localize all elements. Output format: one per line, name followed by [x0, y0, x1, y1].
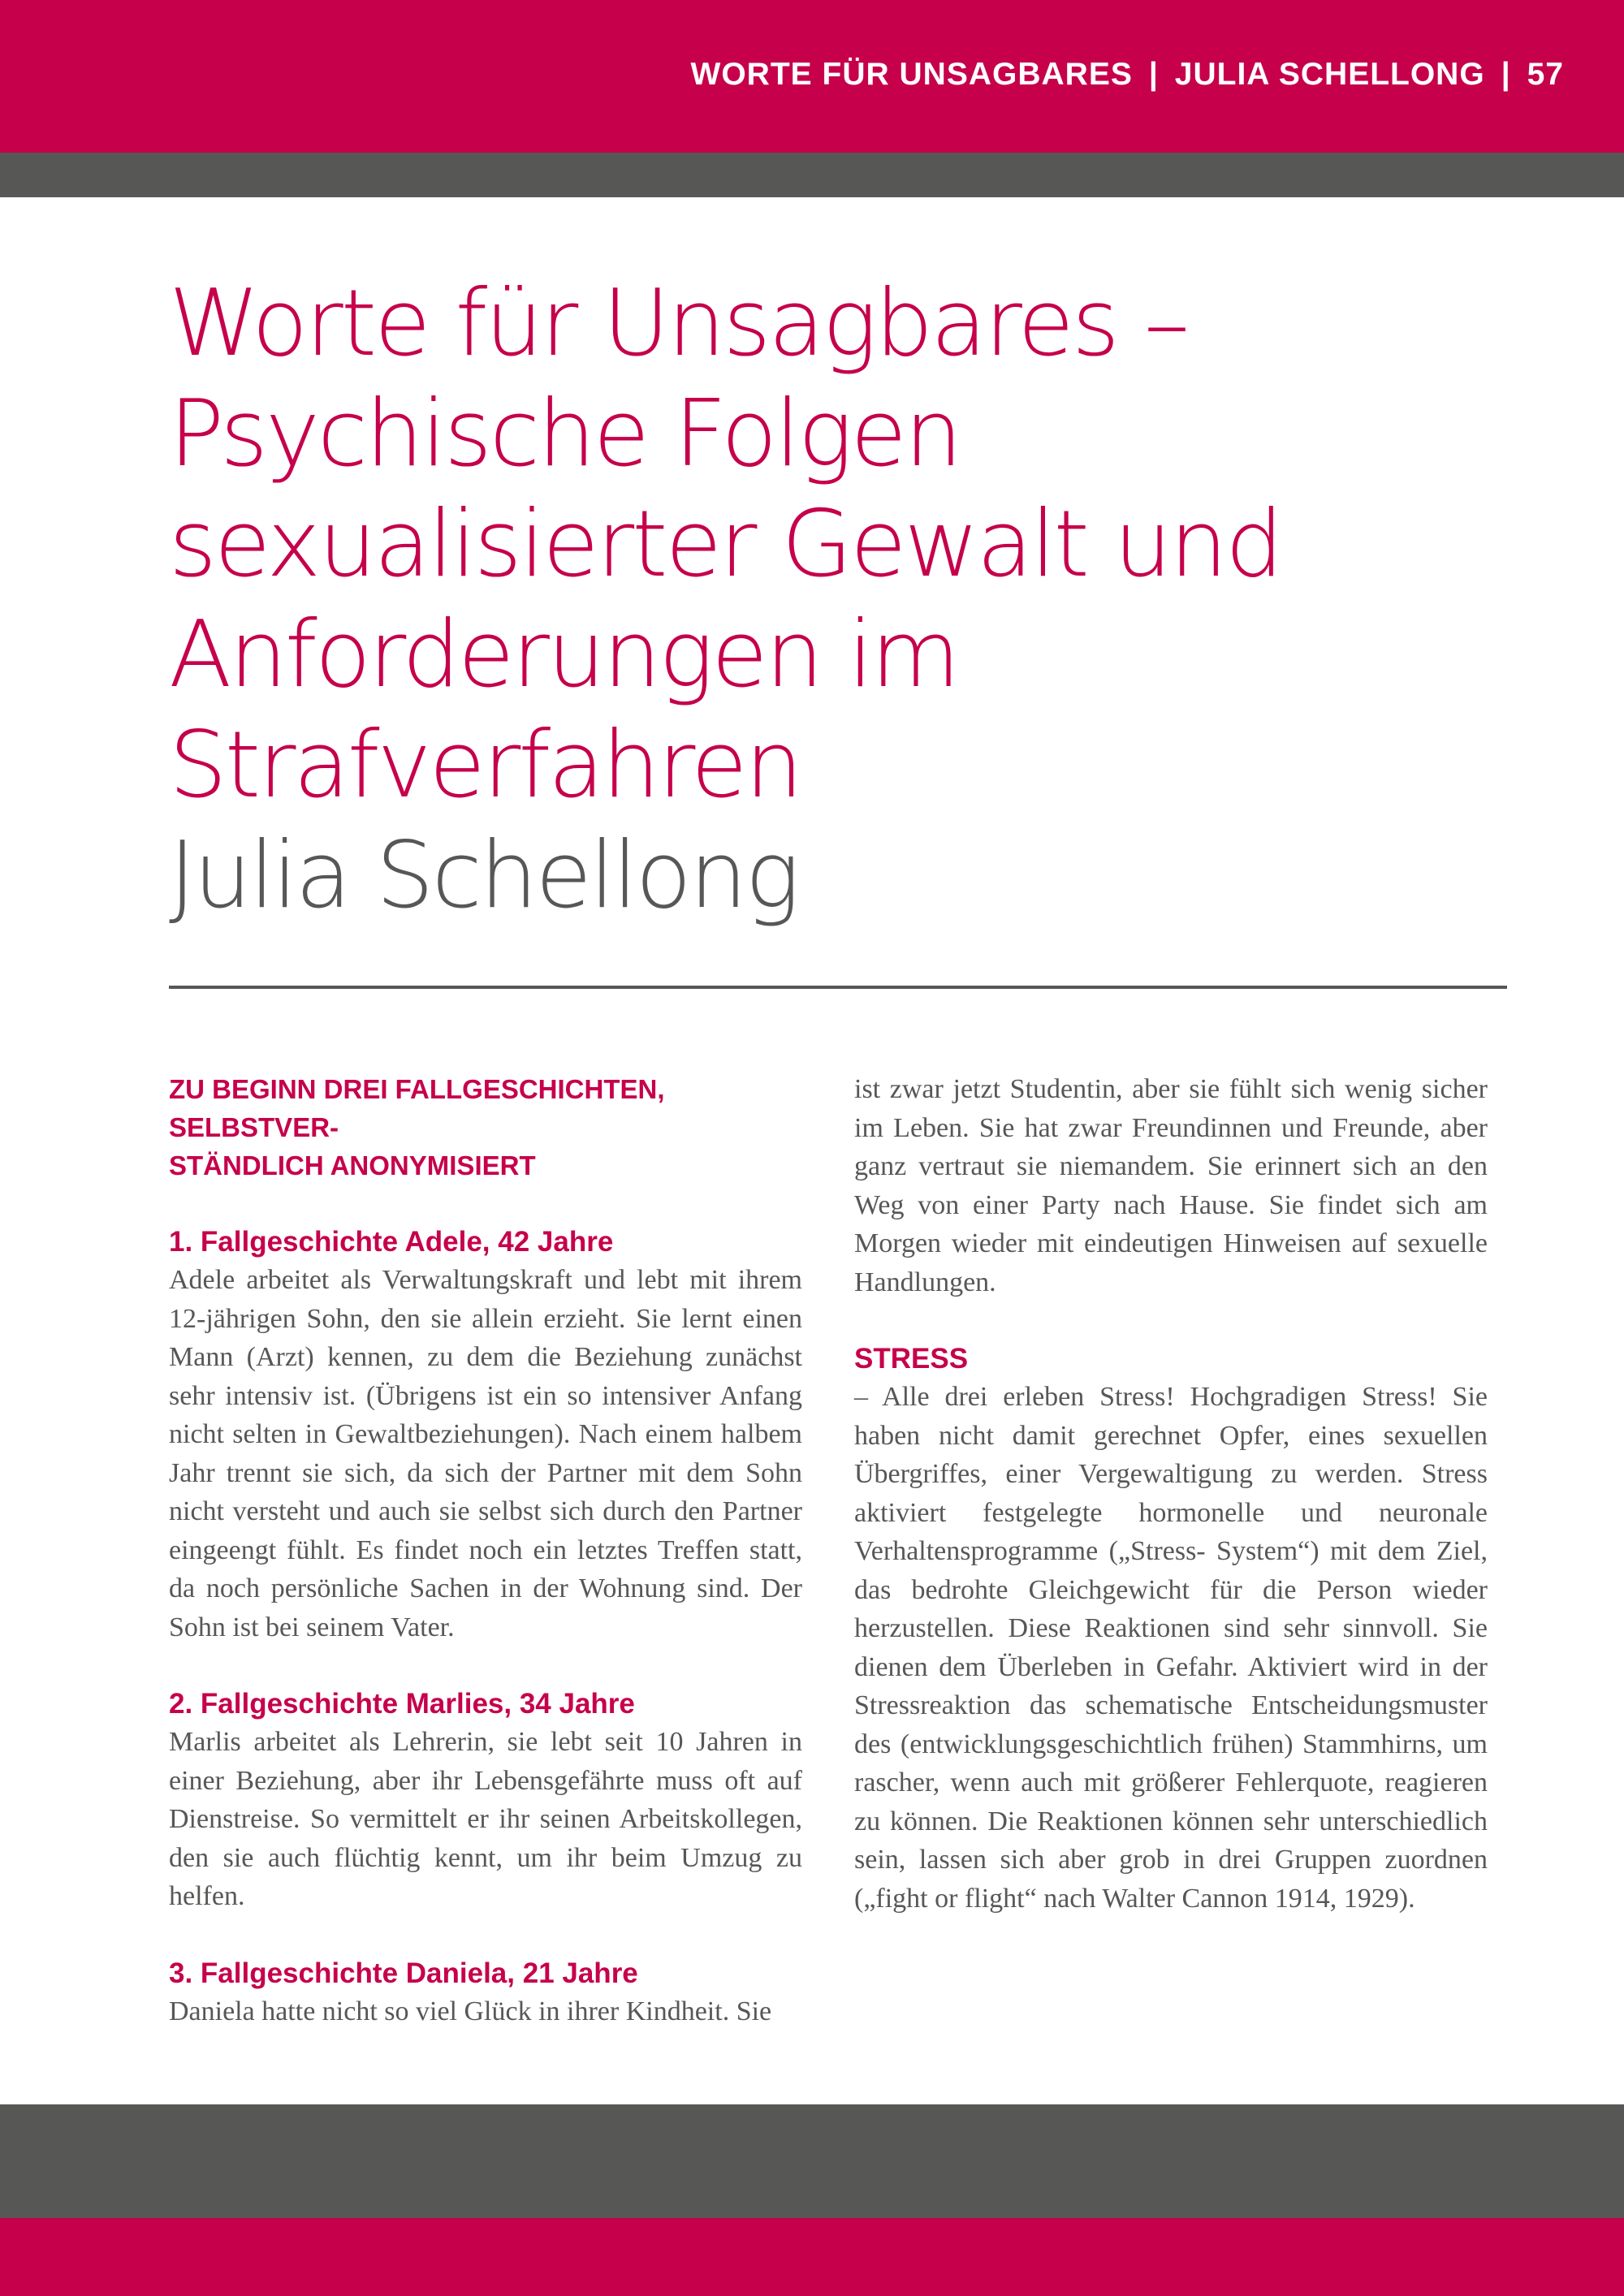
footer-grey-strip	[0, 2104, 1624, 2218]
case3-text-start: Daniela hatte nicht so viel Glück in ihrer Kindheit. Sie	[169, 1996, 772, 2026]
intro-heading-line-2: STÄNDLICH ANONYMISIERT	[169, 1150, 536, 1180]
left-column	[169, 1070, 802, 2031]
title-divider	[169, 986, 1507, 989]
case3-text-continued: ist zwar jetzt Studentin, aber sie fühlt sich wenig sicher im Leben. Sie hat zwar Freundinnen und Freunde, aber ganz vertraut sie niemandem. Sie erinnert sich an den Weg von einer Party nach Hause. Sie findet sich am Morgen wieder mit eindeutigen Hinweisen auf sexuelle Handlungen.	[854, 1074, 1488, 1297]
case1-heading: 1. Fallgeschichte Adele, 42 Jahre	[169, 1226, 614, 1258]
case3-heading: 3. Fallgeschichte Daniela, 21 Jahre	[169, 1957, 638, 1989]
running-title: WORTE FÜR UNSAGBARES	[690, 57, 1133, 92]
stress-heading: STRESS	[854, 1343, 969, 1375]
right-column	[854, 1070, 1488, 1918]
article-title-line-1: Worte für Unsagbares –	[169, 270, 1188, 377]
stress-text: – Alle drei erleben Stress! Hochgradigen Stress! Sie haben nicht damit gerechnet Opfer, eines sexuellen Übergriffes, einer Vergewaltigung zu werden. Stress aktiviert festgelegte hormonelle und neuronale Verhaltensprogramme („Stress- System“) mit dem Ziel, das bedrohte Gleichgewicht für die Person wieder herzustellen. Diese Reaktionen sind sehr sinnvoll. Sie dienen dem Überleben in Gefahr. Aktiviert wird in der Stressreaktion das schematische Entscheidungsmuster des (entwicklungsgeschichtlich frühen) Stammhirns, um rascher, wenn auch mit größerer Fehlerquote, reagieren zu können. Die Reaktionen können sehr unterschiedlich sein, lassen sich aber grob in drei Gruppen zuordnen („fight or flight“ nach Walter Cannon 1914, 1929).	[854, 1382, 1488, 1914]
header-grey-strip	[0, 153, 1624, 197]
article-title-line-2: Psychische Folgen	[169, 380, 961, 487]
article-title-block	[169, 268, 1509, 930]
article-title-line-4: Anforderungen im	[169, 601, 958, 708]
case2-heading: 2. Fallgeschichte Marlies, 34 Jahre	[169, 1688, 635, 1720]
running-head-separator-2: |	[1501, 57, 1511, 92]
case1-text: Adele arbeitet als Verwaltungskraft und lebt mit ihrem 12-jährigen Sohn, den sie allein erzieht. Sie lernt einen Mann (Arzt) kennen, zu dem die Beziehung zunächst sehr intensiv ist. (Übrigens ist ein so intensiver Anfang nicht selten in Gewaltbeziehungen). Nach einem halbem Jahr trennt sie sich, da sich der Partner mit dem Sohn nicht versteht und auch sie selbst sich durch den Partner eingeengt fühlt. Es findet noch ein letztes Treffen statt, da noch persönliche Sachen in der Wohnung sind. Der Sohn ist bei seinem Vater.	[169, 1265, 802, 1642]
running-author: JULIA SCHELLONG	[1174, 57, 1485, 92]
article-title-line-5: Strafverfahren	[169, 711, 801, 818]
case2-text: Marlis arbeitet als Lehrerin, sie lebt seit 10 Jahren in einer Beziehung, aber ihr Lebensgefährte muss oft auf Dienstreise. So vermittelt er ihr seinen Arbeitskollegen, den sie auch flüchtig kennt, um ihr beim Umzug zu helfen.	[169, 1727, 802, 1911]
article-title-line-3: sexualisierter Gewalt und	[169, 490, 1281, 598]
running-head-separator: |	[1148, 57, 1159, 92]
page-number: 57	[1527, 57, 1564, 92]
footer-bar	[0, 2218, 1624, 2296]
intro-heading-line-1: ZU BEGINN DREI FALLGESCHICHTEN, SELBSTVER-	[169, 1074, 665, 1142]
running-head	[691, 57, 1564, 93]
article-author: Julia Schellong	[169, 822, 798, 929]
